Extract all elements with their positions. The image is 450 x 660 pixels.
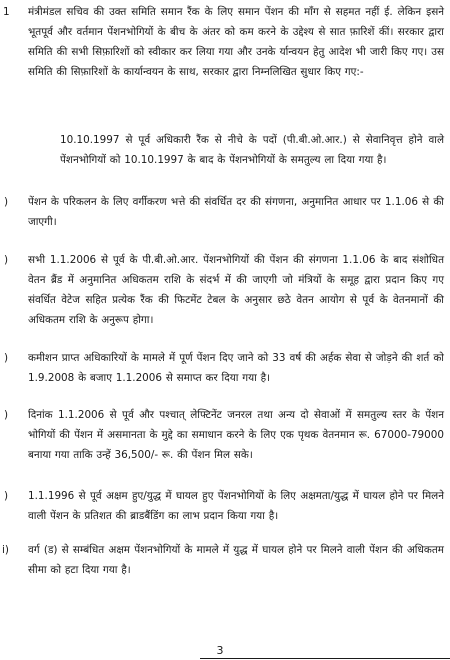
list-item: सभी 1.1.2006 से पूर्व के पी.बी.ओ.आर. पेंशनभोगियों की पेंशन की संगणना 1.1.06 के बाद संशोधित वेतन ब्रैंड में अनुमानित अधिकतम राशि के संदर्भ में की जाएगी जो मंत्रियों के समूह द्वारा प्रदान किए गए संवर्धित वेटेज सहित प्रत्येक रैंक की फिटमेंट टेबल के अनुसार छठे वेतन आयोग से पूर्व के वेतनमानों की अधिकतम राशि के अनुरूप होगा। [28, 254, 444, 326]
item-marker: ) [4, 490, 9, 502]
list-item: पेंशन के परिकलन के लिए वर्गीकरण भत्ते की संवर्धित दर की संगणना, अनुमानित आधार पर 1.1.06 से की जाएगी। [28, 196, 444, 228]
list-item: 10.10.1997 से पूर्व अधिकारी रैंक से नीचे के पदों (पी.बी.ओ.आर.) से सेवानिवृत्त होने वाले पेंशनभोगियों को 10.10.1997 के बाद के पेंशनभोगियों के समतुल्य ला दिया गया है। [60, 134, 444, 166]
item-marker: ) [4, 352, 9, 364]
footer-rule [200, 658, 450, 659]
list-item: 1.1.1996 से पूर्व अक्षम हुए/युद्ध में घायल हुए पेंशनभोगियों के लिए अक्षमता/युद्ध में घायल होने पर मिलने वाली पेंशन के प्रतिशत की ब्राडबैंडिंग का लाभ प्रदान किया गया है। [28, 490, 444, 522]
page-number: 3 [216, 644, 224, 657]
list-item: कमीशन प्राप्त अधिकारियों के मामले में पूर्ण पेंशन दिए जाने को 33 वर्ष की अर्हक सेवा से जोड़ने की शर्त को 1.9.2008 के बजाए 1.1.2006 से समाप्त कर दिया गया है। [28, 352, 444, 384]
item-marker: i) [2, 544, 9, 556]
item-marker: ) [4, 196, 9, 208]
intro-paragraph: मंत्रीमंडल सचिव की उक्त समिति समान रैंक के लिए समान पेंशन की माँग से सहमत नहीं ई. लेकिन इसने भूतपूर्व और वर्तमान पेंशनभोगियों के बीच के अंतर को कम करने के उद्देश्य से सात फ़ारिशें कीं। सरकार द्वारा समिति की सभी सिफ़ारिशों को स्वीकार कर लिया गया और उनके र्यान्वयन हेतु आदेश भी जारी किए गए। उस समिति की सिफ़ारिशों के कार्यान्वयन के साथ, सरकार द्वारा निम्नलिखित सुधार किए गए:- [28, 6, 444, 78]
item-marker: ) [4, 254, 9, 266]
list-item: दिनांक 1.1.2006 से पूर्व और पश्चात् लेफ्टिनेंट जनरल तथा अन्य दो सेवाओं में समतुल्य स्तर के पेंशन भोगियों की पेंशन में असमानता के मुद्दे का समाधान करने के लिए एक पृथक वेतनमान रू. 67000-79000 बनाया गया ताकि उन्हें 36,500/- रू. की पेंशन मिल सके। [28, 409, 444, 461]
item-marker: ) [4, 409, 9, 421]
list-item: वर्ग (ड) से सम्बंधित अक्षम पेंशनभोगियों के मामले में युद्ध में घायल होने पर मिलने वाली पेंशन की अधिकतम सीमा को हटा दिया गया है। [28, 544, 444, 576]
intro-marker: 1 [3, 6, 10, 18]
